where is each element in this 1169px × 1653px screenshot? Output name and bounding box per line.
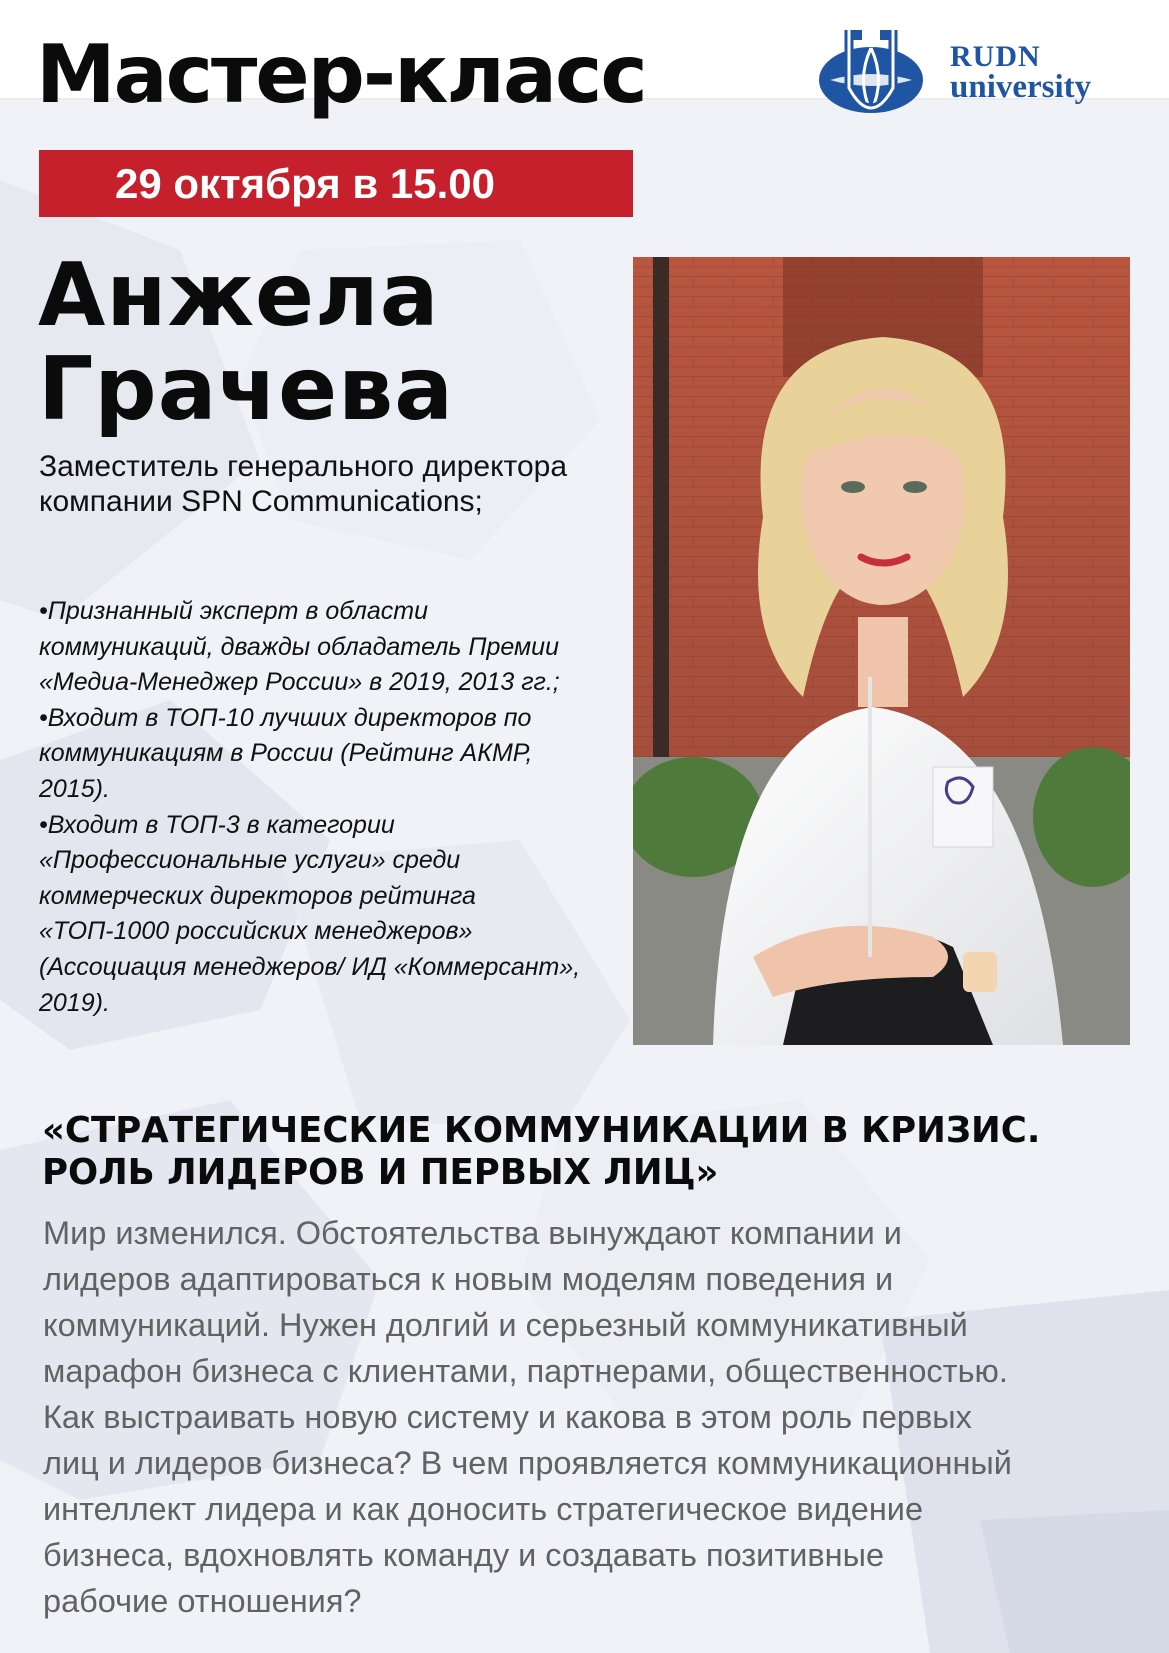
talk-description: Мир изменился. Обстоятельства вынуждают компании и лидеров адаптироваться к новым моделям поведения и коммуникаций. Нужен долгий и серьезный коммуникативный марафон бизнеса с клиентами, партнерами, общественностью. Как выстраивать новую систему и какова в этом роль первых лиц и лидеров бизнеса? В чем проявляется коммуникационный интеллект лидера и как доносить стратегическое видение бизнеса, вдохновлять команду и создавать позитивные рабочие отношения? xyxy=(43,1215,1012,1619)
speaker-name xyxy=(38,244,454,440)
bio-item: •Входит в ТОП-10 лучших директоров по коммуникациям в России (Рейтинг АКМР, 2015). xyxy=(39,703,533,803)
talk-title-line-2: РОЛЬ ЛИДЕРОВ И ПЕРВЫХ ЛИЦ» xyxy=(42,1152,719,1193)
talk-title xyxy=(42,1110,1152,1194)
logo-line-rudn: RUDN xyxy=(950,40,1041,73)
speaker-role: Заместитель генерального директора компании SPN Communications; xyxy=(39,450,568,518)
speaker-first-name: Анжела xyxy=(38,244,440,346)
speaker-portrait xyxy=(633,257,1130,1045)
bio-item: •Входит в ТОП-3 в категории «Профессиональные услуги» среди коммерческих директоров рейтинга «ТОП-1000 российских менеджеров» (Ассоциация менеджеров/ ИД «Коммерсант», 2019). xyxy=(39,810,581,1017)
speaker-bio xyxy=(39,594,599,1021)
date-banner xyxy=(39,150,633,217)
speaker-portrait-illustration xyxy=(633,257,1130,1045)
logo-line-university: university xyxy=(950,69,1092,105)
rudn-globe-logo-icon xyxy=(816,28,926,120)
event-type-title: Мастер-класс xyxy=(36,28,646,121)
talk-title-line-1: «СТРАТЕГИЧЕСКИЕ КОММУНИКАЦИИ В КРИЗИС. xyxy=(42,1110,1041,1151)
bio-item: •Признанный эксперт в области коммуникаций, дважды обладатель Премии «Медиа-Менеджер России» в 2019, 2013 гг.; xyxy=(39,597,560,697)
rudn-logo xyxy=(816,28,1126,120)
date-time-label: 29 октября в 15.00 xyxy=(115,159,495,207)
speaker-last-name: Грачева xyxy=(38,338,454,440)
